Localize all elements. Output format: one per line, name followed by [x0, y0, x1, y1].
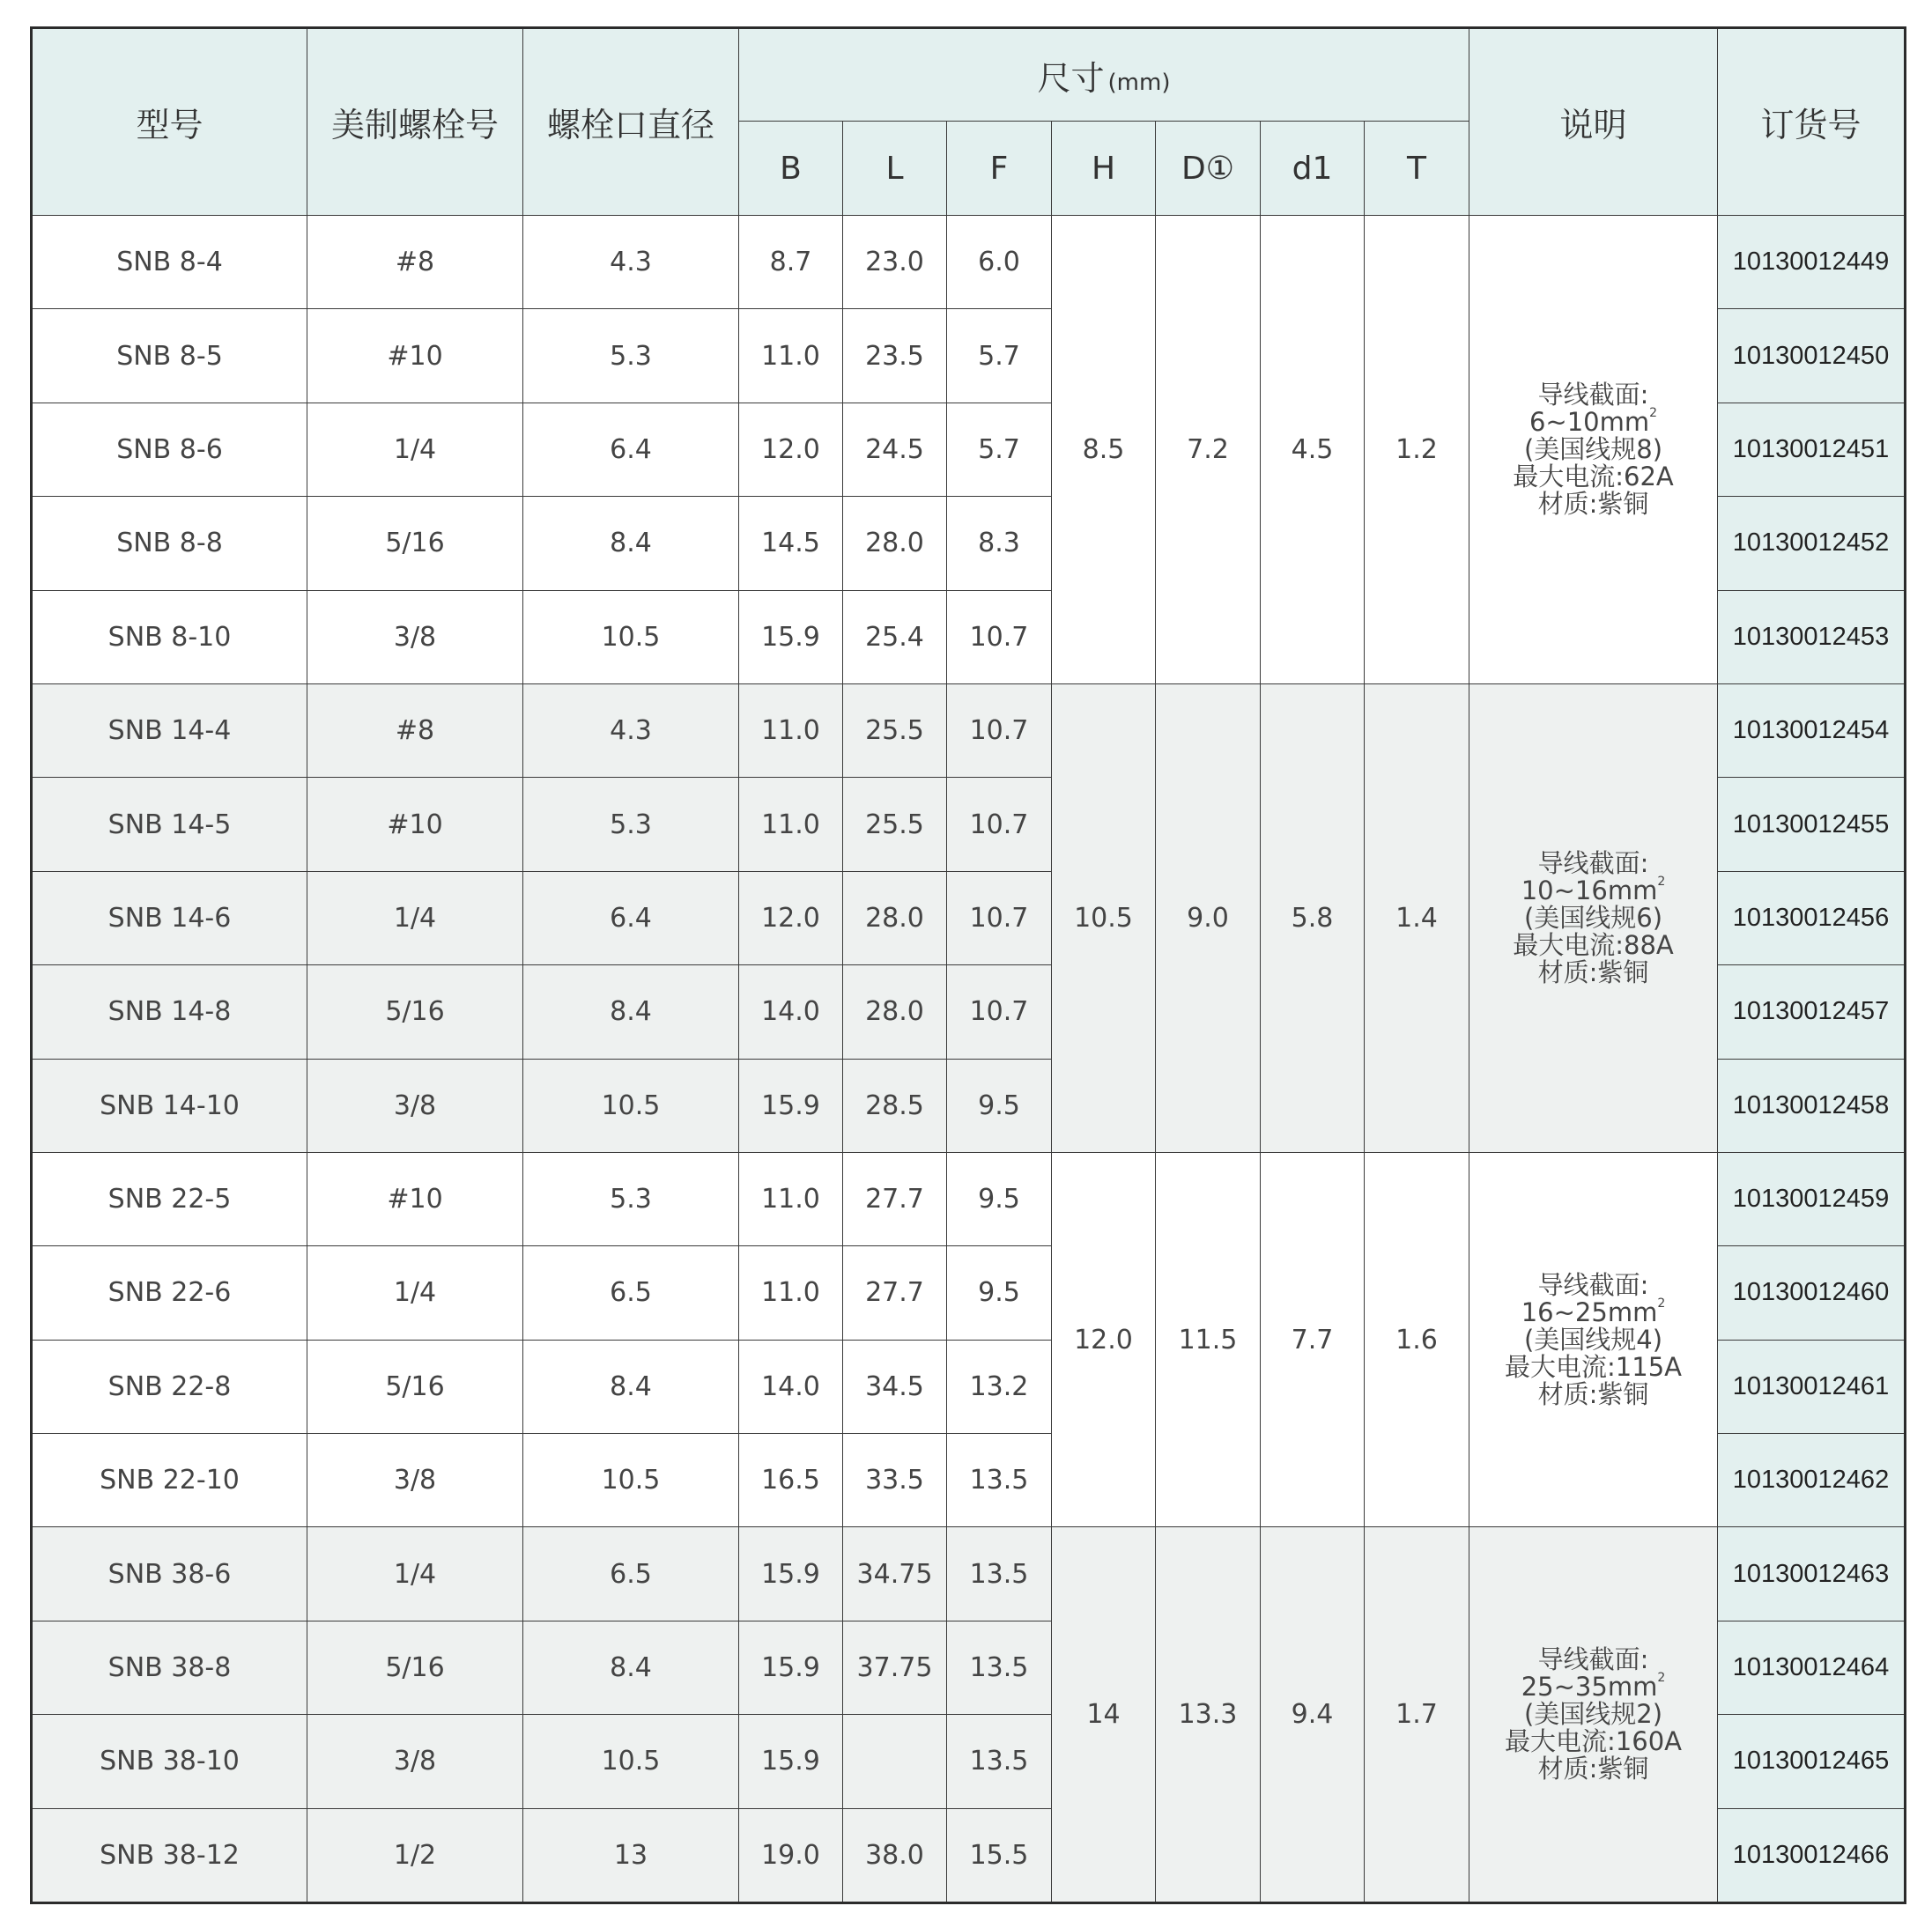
order-number-cell: 10130012451: [1718, 403, 1906, 496]
cross-section-text: 10~16mm: [1521, 875, 1658, 905]
model-cell: SNB 38-10: [32, 1715, 307, 1808]
bolt-hole-cell: 5.3: [523, 778, 739, 871]
order-number-cell: 10130012456: [1718, 871, 1906, 964]
us-bolt-cell: 1/4: [307, 871, 523, 964]
model-cell: SNB 14-6: [32, 871, 307, 964]
dim-B-cell: 14.0: [739, 1340, 843, 1433]
model-cell: SNB 8-4: [32, 216, 307, 309]
order-number-cell: 10130012459: [1718, 1152, 1906, 1245]
dim-L-cell: 28.0: [843, 965, 947, 1059]
dim-L-cell: 27.7: [843, 1246, 947, 1340]
dim-D-cell: 13.3: [1156, 1527, 1261, 1903]
bolt-hole-cell: 10.5: [523, 1715, 739, 1808]
description-cell: [1469, 683, 1718, 1152]
model-cell: SNB 14-5: [32, 778, 307, 871]
dim-F-cell: 6.0: [947, 216, 1052, 309]
order-number-cell: 10130012466: [1718, 1808, 1906, 1902]
bolt-hole-cell: 6.4: [523, 403, 739, 496]
us-bolt-cell: 1/2: [307, 1808, 523, 1902]
order-number-cell: 10130012452: [1718, 497, 1906, 590]
description-line: [1469, 1673, 1717, 1701]
order-number-cell: 10130012458: [1718, 1059, 1906, 1152]
header-dim-D: D①: [1156, 122, 1261, 216]
dim-F-cell: 13.5: [947, 1434, 1052, 1527]
dim-L-cell: 28.0: [843, 871, 947, 964]
dim-B-cell: 11.0: [739, 1152, 843, 1245]
dim-L-cell: 34.75: [843, 1527, 947, 1621]
header-dim-L: L: [843, 122, 947, 216]
dim-F-cell: 10.7: [947, 590, 1052, 683]
us-bolt-cell: 3/8: [307, 1059, 523, 1152]
order-number-cell: 10130012462: [1718, 1434, 1906, 1527]
model-cell: SNB 22-6: [32, 1246, 307, 1340]
description-line: 材质:紫铜: [1537, 957, 1649, 987]
model-cell: SNB 14-8: [32, 965, 307, 1059]
description-line: [1469, 405, 1717, 437]
dim-L-cell: [843, 1715, 947, 1808]
table-row: [32, 683, 1906, 777]
model-cell: SNB 8-5: [32, 309, 307, 403]
us-bolt-cell: 1/4: [307, 1527, 523, 1621]
bolt-hole-cell: 4.3: [523, 683, 739, 777]
dim-d1-cell: 9.4: [1261, 1527, 1365, 1903]
us-bolt-cell: 3/8: [307, 1434, 523, 1527]
table-row: [32, 1152, 1906, 1245]
dim-B-cell: 19.0: [739, 1808, 843, 1902]
us-bolt-cell: 5/16: [307, 1621, 523, 1714]
order-number-cell: 10130012454: [1718, 683, 1906, 777]
us-bolt-cell: #8: [307, 216, 523, 309]
dim-L-cell: 27.7: [843, 1152, 947, 1245]
dim-B-cell: 14.0: [739, 965, 843, 1059]
dim-B-cell: 11.0: [739, 778, 843, 871]
dim-H-cell: 14: [1052, 1527, 1156, 1903]
dim-L-cell: 23.0: [843, 216, 947, 309]
description-line: [1469, 1296, 1717, 1327]
dim-B-cell: 15.9: [739, 1527, 843, 1621]
dim-L-cell: 33.5: [843, 1434, 947, 1527]
table-row: [32, 216, 1906, 309]
dim-F-cell: 8.3: [947, 497, 1052, 590]
dim-T-cell: 1.7: [1365, 1527, 1469, 1903]
dim-B-cell: 11.0: [739, 309, 843, 403]
dim-L-cell: 23.5: [843, 309, 947, 403]
bolt-hole-cell: 10.5: [523, 1059, 739, 1152]
dim-H-cell: 10.5: [1052, 683, 1156, 1152]
dim-d1-cell: 5.8: [1261, 683, 1365, 1152]
description-line: 最大电流:62A: [1513, 461, 1674, 491]
cross-section-text: 16~25mm: [1521, 1296, 1658, 1327]
dim-F-cell: 13.5: [947, 1621, 1052, 1714]
us-bolt-cell: 3/8: [307, 590, 523, 683]
dim-B-cell: 15.9: [739, 1715, 843, 1808]
model-cell: SNB 8-6: [32, 403, 307, 496]
description-line: (美国线规2): [1523, 1699, 1663, 1730]
dim-D-cell: 9.0: [1156, 683, 1261, 1152]
dim-L-cell: 25.4: [843, 590, 947, 683]
description-line: [1469, 874, 1717, 905]
description-line: 材质:紫铜: [1537, 1754, 1649, 1784]
description-line: (美国线规8): [1523, 433, 1663, 464]
header-order-no: 订货号: [1718, 28, 1906, 216]
dim-L-cell: 34.5: [843, 1340, 947, 1433]
order-number-cell: 10130012464: [1718, 1621, 1906, 1714]
dim-B-cell: 15.9: [739, 1621, 843, 1714]
dim-d1-cell: 7.7: [1261, 1152, 1365, 1527]
us-bolt-cell: 1/4: [307, 403, 523, 496]
model-cell: SNB 38-6: [32, 1527, 307, 1621]
header-us-bolt: 美制螺栓号: [307, 28, 523, 216]
dim-F-cell: 13.5: [947, 1715, 1052, 1808]
header-dim-F: F: [947, 122, 1052, 216]
description-line: 最大电流:115A: [1505, 1351, 1682, 1382]
dim-F-cell: 10.7: [947, 683, 1052, 777]
dim-d1-cell: 4.5: [1261, 216, 1365, 684]
dim-B-cell: 12.0: [739, 871, 843, 964]
order-number-cell: 10130012465: [1718, 1715, 1906, 1808]
bolt-hole-cell: 8.4: [523, 965, 739, 1059]
us-bolt-cell: 5/16: [307, 1340, 523, 1433]
dim-T-cell: 1.2: [1365, 216, 1469, 684]
bolt-hole-cell: 6.5: [523, 1527, 739, 1621]
dim-B-cell: 14.5: [739, 497, 843, 590]
header-dim-H: H: [1052, 122, 1156, 216]
description-line: 最大电流:88A: [1513, 929, 1674, 960]
description-line: 材质:紫铜: [1537, 1378, 1649, 1409]
bolt-hole-cell: 5.3: [523, 309, 739, 403]
cross-section-text: 6~10mm: [1529, 406, 1650, 437]
header-bolt-hole-diameter: 螺栓口直径: [523, 28, 739, 216]
dim-L-cell: 25.5: [843, 778, 947, 871]
us-bolt-cell: 3/8: [307, 1715, 523, 1808]
order-number-cell: 10130012453: [1718, 590, 1906, 683]
model-cell: SNB 8-10: [32, 590, 307, 683]
order-number-cell: 10130012449: [1718, 216, 1906, 309]
header-dimensions-label: 尺寸: [1037, 58, 1105, 98]
order-number-cell: 10130012460: [1718, 1246, 1906, 1340]
model-cell: SNB 14-4: [32, 683, 307, 777]
dim-T-cell: 1.4: [1365, 683, 1469, 1152]
us-bolt-cell: 1/4: [307, 1246, 523, 1340]
dim-L-cell: 25.5: [843, 683, 947, 777]
dim-L-cell: 24.5: [843, 403, 947, 496]
header-dim-B: B: [739, 122, 843, 216]
model-cell: SNB 22-8: [32, 1340, 307, 1433]
header-description: 说明: [1469, 28, 1718, 216]
dim-F-cell: 5.7: [947, 309, 1052, 403]
header-dimensions-unit: (mm): [1107, 69, 1171, 96]
cross-section-text: 25~35mm: [1521, 1672, 1658, 1703]
description-line: 最大电流:160A: [1505, 1726, 1682, 1757]
us-bolt-cell: #10: [307, 309, 523, 403]
dim-F-cell: 13.5: [947, 1527, 1052, 1621]
bolt-hole-cell: 10.5: [523, 590, 739, 683]
dim-F-cell: 10.7: [947, 871, 1052, 964]
bolt-hole-cell: 8.4: [523, 1340, 739, 1433]
header-dim-T: T: [1365, 122, 1469, 216]
order-number-cell: 10130012457: [1718, 965, 1906, 1059]
header-model: 型号: [32, 28, 307, 216]
description-line: 导线截面:: [1537, 847, 1649, 878]
superscript: 2: [1657, 1296, 1666, 1311]
dim-B-cell: 16.5: [739, 1434, 843, 1527]
description-line: 导线截面:: [1537, 379, 1649, 410]
description-cell: [1469, 216, 1718, 684]
model-cell: SNB 14-10: [32, 1059, 307, 1152]
description-line: 导线截面:: [1537, 1269, 1649, 1300]
dim-F-cell: 9.5: [947, 1152, 1052, 1245]
table-row: [32, 1527, 1906, 1621]
header-dimensions: [739, 28, 1469, 122]
dim-B-cell: 11.0: [739, 683, 843, 777]
dim-B-cell: 12.0: [739, 403, 843, 496]
dim-B-cell: 15.9: [739, 1059, 843, 1152]
dim-F-cell: 10.7: [947, 778, 1052, 871]
order-number-cell: 10130012450: [1718, 309, 1906, 403]
dim-B-cell: 11.0: [739, 1246, 843, 1340]
superscript: 2: [1657, 874, 1666, 889]
bolt-hole-cell: 10.5: [523, 1434, 739, 1527]
dim-F-cell: 13.2: [947, 1340, 1052, 1433]
bolt-hole-cell: 6.4: [523, 871, 739, 964]
model-cell: SNB 38-8: [32, 1621, 307, 1714]
us-bolt-cell: 5/16: [307, 497, 523, 590]
dim-F-cell: 15.5: [947, 1808, 1052, 1902]
bolt-hole-cell: 8.4: [523, 497, 739, 590]
dim-D-cell: 7.2: [1156, 216, 1261, 684]
description-line: (美国线规6): [1523, 902, 1663, 933]
dim-H-cell: 12.0: [1052, 1152, 1156, 1527]
dim-L-cell: 37.75: [843, 1621, 947, 1714]
model-cell: SNB 22-10: [32, 1434, 307, 1527]
description-line: 导线截面:: [1537, 1644, 1649, 1675]
bolt-hole-cell: 5.3: [523, 1152, 739, 1245]
superscript: 2: [1657, 1671, 1666, 1686]
us-bolt-cell: #10: [307, 778, 523, 871]
dim-H-cell: 8.5: [1052, 216, 1156, 684]
dim-L-cell: 38.0: [843, 1808, 947, 1902]
dim-F-cell: 9.5: [947, 1059, 1052, 1152]
dim-T-cell: 1.6: [1365, 1152, 1469, 1527]
dim-F-cell: 5.7: [947, 403, 1052, 496]
superscript: 2: [1649, 405, 1658, 420]
dim-F-cell: 9.5: [947, 1246, 1052, 1340]
description-line: 材质:紫铜: [1537, 488, 1649, 519]
bolt-hole-cell: 6.5: [523, 1246, 739, 1340]
us-bolt-cell: #8: [307, 683, 523, 777]
us-bolt-cell: #10: [307, 1152, 523, 1245]
dim-D-cell: 11.5: [1156, 1152, 1261, 1527]
dim-L-cell: 28.0: [843, 497, 947, 590]
dim-B-cell: 8.7: [739, 216, 843, 309]
order-number-cell: 10130012463: [1718, 1527, 1906, 1621]
model-cell: SNB 8-8: [32, 497, 307, 590]
order-number-cell: 10130012455: [1718, 778, 1906, 871]
us-bolt-cell: 5/16: [307, 965, 523, 1059]
header-dim-d1: d1: [1261, 122, 1365, 216]
spec-table: [30, 26, 1906, 1904]
model-cell: SNB 22-5: [32, 1152, 307, 1245]
dim-B-cell: 15.9: [739, 590, 843, 683]
table-header: [32, 28, 1906, 216]
description-line: (美国线规4): [1523, 1324, 1663, 1355]
order-number-cell: 10130012461: [1718, 1340, 1906, 1433]
bolt-hole-cell: 8.4: [523, 1621, 739, 1714]
table-body: [32, 216, 1906, 1903]
dim-L-cell: 28.5: [843, 1059, 947, 1152]
model-cell: SNB 38-12: [32, 1808, 307, 1902]
dim-F-cell: 10.7: [947, 965, 1052, 1059]
bolt-hole-cell: 4.3: [523, 216, 739, 309]
description-cell: [1469, 1152, 1718, 1527]
bolt-hole-cell: 13: [523, 1808, 739, 1902]
description-cell: [1469, 1527, 1718, 1903]
